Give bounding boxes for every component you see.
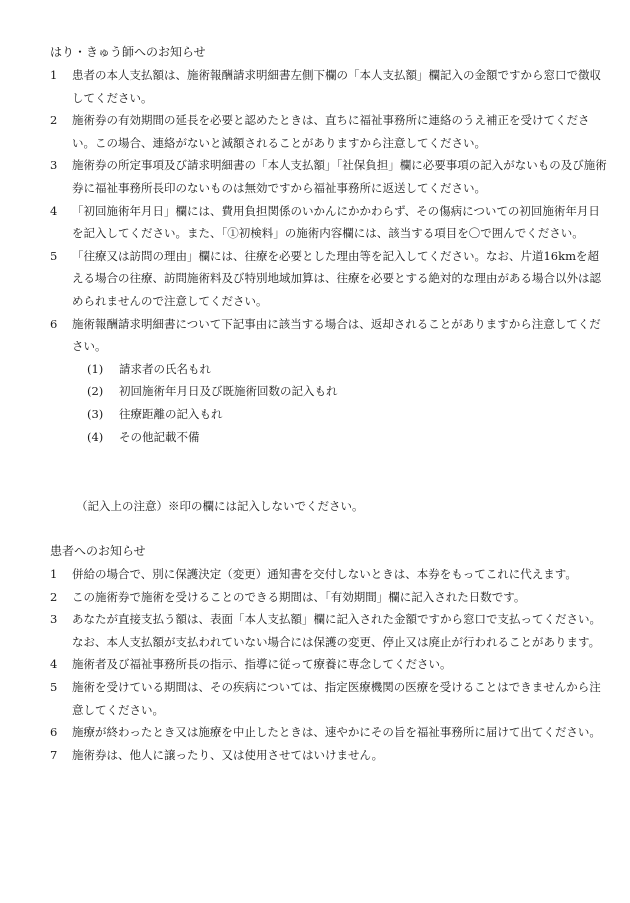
item-number: 5 [50, 679, 58, 694]
item-number: 4 [50, 657, 58, 672]
section-title-patient: 患者へのお知らせ [50, 544, 146, 558]
item-text: 併給の場合で、別に保護決定（変更）通知書を交付しないときは、本券をもってこれに代えます。 [72, 567, 577, 581]
item-number: 7 [50, 747, 58, 762]
sub-text: その他記載不備 [119, 429, 200, 444]
item-number: 3 [50, 612, 58, 627]
item-text: 施術券の所定事項及び請求明細書の「本人支払額」「社保負担」欄に必要事項の記入がないもの及び施術券に福祉事務所長印のないものは無効ですから福祉事務所に返送してください。 [72, 158, 607, 195]
practitioner-item-4 [0, 200, 608, 245]
item-text: 施術を受けている期間は、その疾病については、指定医療機関の医療を受けることはできませんから注意してください。 [72, 679, 601, 717]
sub-text: 往療距離の記入もれ [119, 406, 223, 421]
item-text: 「往療又は訪問の理由」欄には、往療を必要とした理由等を記入してください。なお、片道16kmを超える場合の往療、訪問施術料及び特別地域加算は、往療を必要とする絶対的な理由がある場合以外は認められませんので注意してください。 [72, 248, 601, 308]
entry-note: （記入上の注意）※印の欄には記入しないでください。 [76, 499, 364, 513]
sub-number: (3) [87, 406, 104, 421]
item-number: 6 [50, 725, 58, 740]
item-text: 施療が終わったとき又は施療を中止したときは、速やかにその旨を福祉事務所に届けて出てください。 [72, 725, 601, 740]
item-text: 患者の本人支払額は、施術報酬請求明細書左側下欄の「本人支払額」欄記入の金額ですから窓口で徴収してください。 [72, 68, 601, 105]
patient-item-7 [0, 744, 608, 767]
sub-text: 初回施術年月日及び既施術回数の記入もれ [119, 384, 338, 399]
item-number: 1 [50, 567, 58, 581]
patient-item-2 [0, 586, 608, 609]
item-number: 2 [50, 113, 58, 128]
item-number: 6 [50, 316, 58, 331]
item-text: あなたが直接支払う額は、表面「本人支払額」欄に記入された金額ですから窓口で支払ってください。なお、本人支払額が支払われていない場合には保護の変更、停止又は廃止が行われることがあります。 [72, 612, 601, 649]
item-text: 「初回施術年月日」欄には、費用負担関係のいかんにかかわらず、その傷病についての初回施術年月日を記入してください。また、「①初検料」の施術内容欄には、該当する項目を〇で囲んでください。 [72, 203, 600, 241]
item-number: 2 [50, 589, 58, 604]
item-number: 1 [50, 68, 58, 82]
practitioner-notice-list [0, 64, 630, 448]
item-number: 3 [50, 158, 58, 173]
sub-text: 請求者の氏名もれ [119, 361, 211, 376]
section-title-practitioner: はり・きゅう師へのお知らせ [50, 45, 206, 59]
sub-number: (4) [87, 429, 104, 444]
item-text: 施術券は、他人に譲ったり、又は使用させてはいけません。 [72, 747, 384, 762]
rejection-reason-1 [0, 358, 630, 381]
item-text: 施術券の有効期間の延長を必要と認めたときは、直ちに福祉事務所に連絡のうえ補正を受けてください。この場合、連絡がないと減額されることがありますから注意してください。 [72, 113, 590, 150]
sub-number: (1) [87, 361, 104, 376]
item-text: この施術券で施術を受けることのできる期間は、「有効期間」欄に記入された日数です。 [72, 589, 526, 604]
patient-item-6 [0, 721, 608, 744]
patient-item-1 [0, 563, 608, 586]
patient-item-3 [0, 608, 608, 653]
practitioner-item-3 [0, 154, 608, 199]
rejection-reason-2 [0, 380, 630, 403]
item-number: 4 [50, 203, 58, 218]
item-number: 5 [50, 248, 58, 263]
item-text: 施術者及び福祉事務所長の指示、指導に従って療養に専念してください。 [72, 657, 452, 672]
rejection-reason-4 [0, 426, 630, 449]
patient-item-4 [0, 653, 608, 676]
patient-item-5 [0, 676, 608, 721]
practitioner-item-5 [0, 245, 608, 313]
patient-notice-list [0, 563, 630, 766]
practitioner-item-2 [0, 109, 608, 154]
item-text: 施術報酬請求明細書について下記事由に該当する場合は、返却されることがありますから注意してください。 [72, 316, 601, 354]
sub-number: (2) [87, 384, 104, 399]
practitioner-item-6 [0, 313, 608, 358]
practitioner-item-1 [0, 64, 608, 109]
rejection-reason-3 [0, 403, 630, 426]
